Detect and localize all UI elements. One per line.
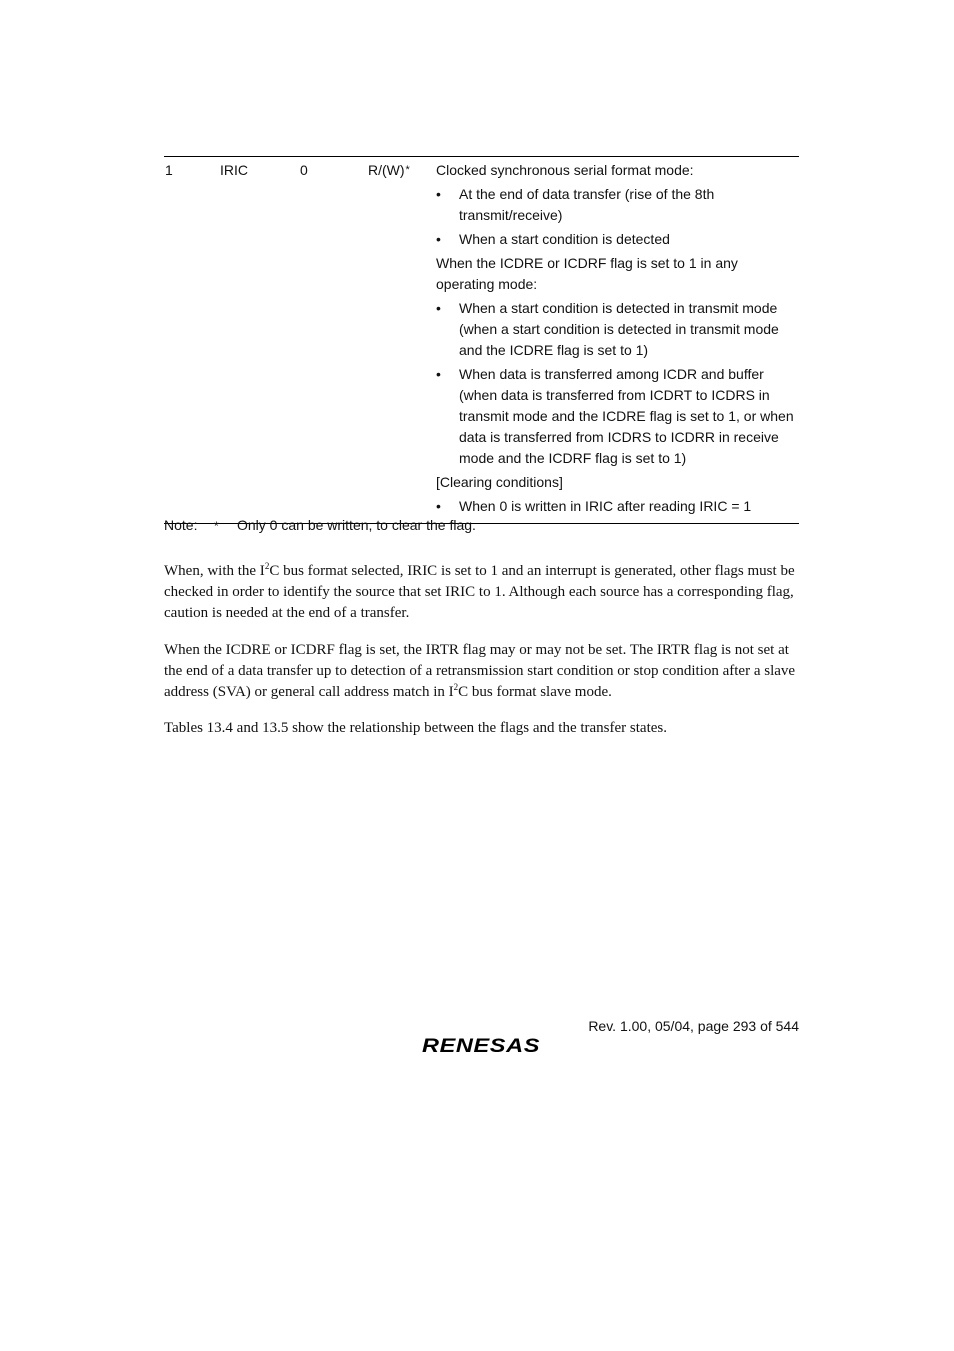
- description-line: Clocked synchronous serial format mode:: [436, 162, 694, 178]
- paragraph-1-part-b: C bus format selected, IRIC is set to 1 and an interrupt is generated, other flags must be checked in order to identify the source that set IRIC to 1. Although each source has a corresponding flag, caution is needed at the end of a transfer.: [164, 563, 795, 621]
- description-line: When the ICDRE or ICDRF flag is set to 1 in any operating mode:: [436, 255, 738, 292]
- paragraph-1: [164, 561, 804, 624]
- paragraph-1-part-a: When, with the I: [164, 563, 265, 579]
- table-row: [164, 157, 799, 523]
- superscript: 2: [453, 682, 459, 692]
- read-write-mark: *: [405, 164, 410, 176]
- note-text: Only 0 can be written, to clear the flag.: [237, 517, 476, 533]
- note-label: Note:: [164, 517, 198, 533]
- note-mark: *: [214, 519, 219, 533]
- paragraph-3: [164, 718, 804, 739]
- paragraph-2: [164, 640, 804, 703]
- description-line: [Clearing conditions]: [436, 474, 563, 490]
- paragraph-2-part-a: When the ICDRE or ICDRF flag is set, the IRTR flag may or may not be set. The IRTR flag is not set at the end of a data transfer up to detection of a retransmission start condition or stop condition after a slave address (SVA) or general call address match in I: [164, 642, 796, 700]
- initial-value: 0: [300, 162, 308, 178]
- description-bullet: • At the end of data transfer (rise of the 8th transmit/receive): [436, 184, 798, 226]
- description-bullet: • When 0 is written in IRIC after reading IRIC = 1: [436, 496, 798, 517]
- superscript: 2: [264, 561, 270, 571]
- description-bullet: • When data is transferred among ICDR and buffer (when data is transferred from ICDRT to ICDRS in transmit mode and the ICDRE flag is set to 1, or when data is transferred from ICDRS to ICDRR in receive mode and the ICDRF flag is set to 1): [436, 364, 798, 469]
- description-bullet: • When a start condition is detected in transmit mode (when a start condition is detected in transmit mode and the ICDRE flag is set to 1): [436, 298, 798, 361]
- logo-wordmark: RENESAS: [422, 1036, 540, 1057]
- bit-number: 1: [165, 162, 173, 178]
- paragraph-3-text: Tables 13.4 and 13.5 show the relationship between the flags and the transfer states.: [164, 720, 667, 736]
- read-write: [368, 160, 410, 181]
- renesas-logo: [422, 1033, 542, 1057]
- read-write-text: R/(W): [368, 162, 405, 178]
- bit-name: IRIC: [220, 162, 248, 178]
- page-footer-info: Rev. 1.00, 05/04, page 293 of 544: [588, 1018, 799, 1034]
- bit-description: [436, 157, 798, 523]
- register-bit-table: [164, 156, 799, 524]
- description-bullet: • When a start condition is detected: [436, 229, 798, 250]
- paragraph-2-part-b: C bus format slave mode.: [458, 684, 612, 700]
